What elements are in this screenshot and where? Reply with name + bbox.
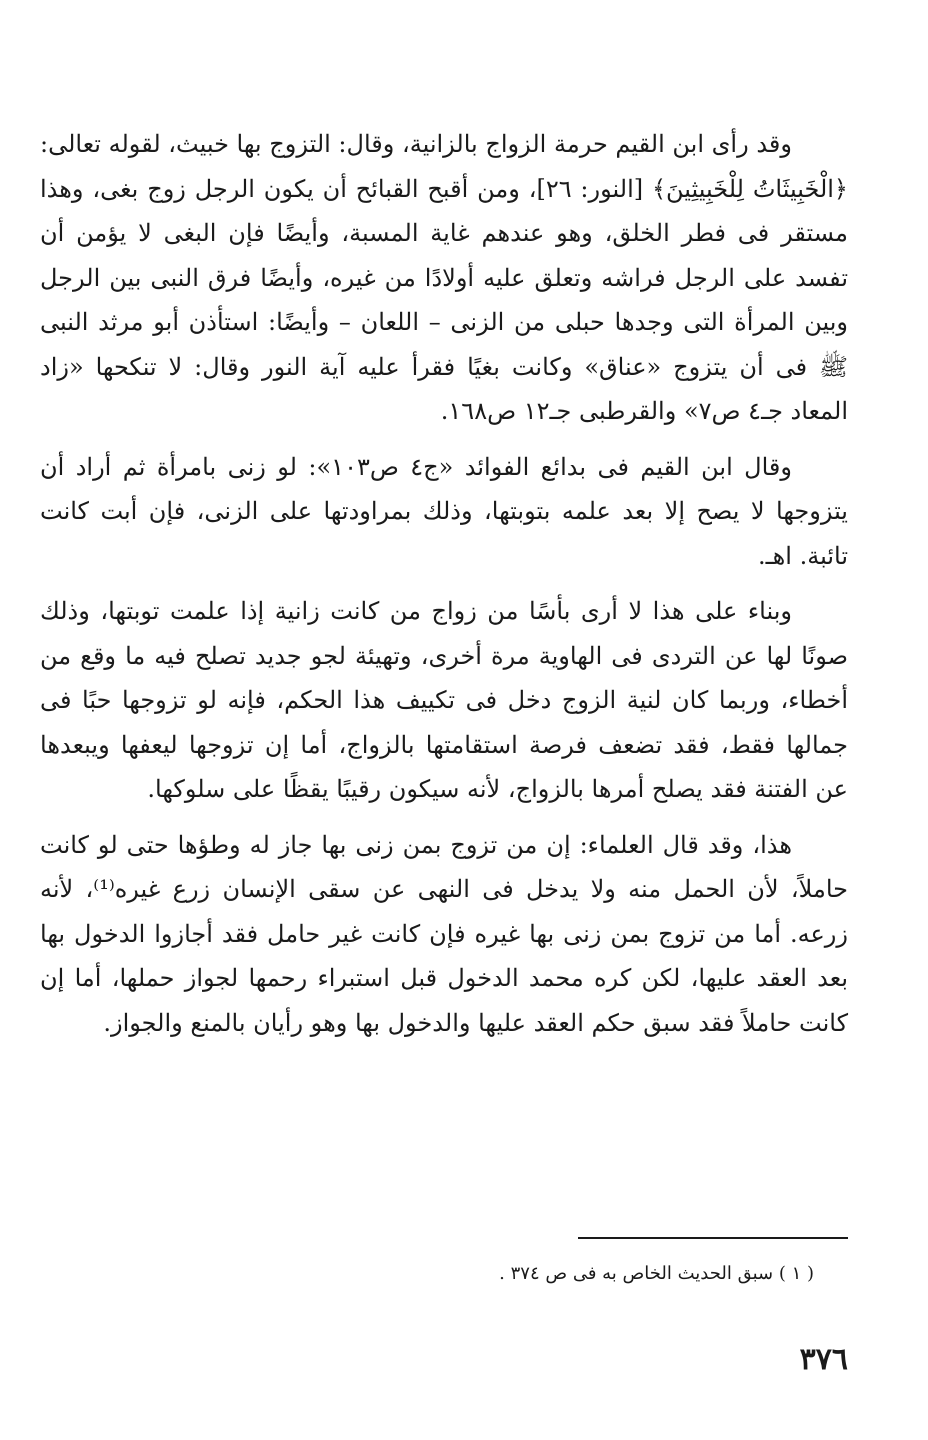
paragraph-1: وقد رأى ابن القيم حرمة الزواج بالزانية، وقال: التزوج بها خبيث، لقوله تعالى: ﴿الْخَبِيثَاتُ لِلْخَبِيثِينَ﴾ [النور: ٢٦]، ومن أقبح القبائح أن يكون الرجل زوج بغى، وهذا مستقر فى فطر الخلق، وهو عندهم غاية المسبة، وأيضًا فإن البغى لا يؤمن أن تفسد على الرجل فراشه وتعلق عليه أولادًا من غيره، وأيضًا فرق النبى بين الرجل وبين المرأة التى وجدها حبلى من الزنى – اللعان – وأيضًا: استأذن أبو مرثد النبى ﷺ فى أن يتزوج «عناق» وكانت بغيًا فقرأ عليه آية النور وقال: لا تنكحها «زاد المعاد جـ٤ ص٧» والقرطبى جـ١٢ ص١٦٨. bbox=[40, 130, 848, 425]
paragraph-2: وقال ابن القيم فى بدائع الفوائد «ج٤ ص١٠٣»: لو زنى بامرأة ثم أراد أن يتزوجها لا يصح إلا بعد علمه بتوبتها، وذلك بمراودتها على الزنى، فإن أبت كانت تائبة. اهـ. bbox=[40, 452, 848, 570]
footnote: ( ١ ) سبق الحديث الخاص به فى ص ٣٧٤ . bbox=[499, 1263, 814, 1284]
paragraph-3: وبناء على هذا لا أرى بأسًا من زواج من كانت زانية إذا علمت توبتها، وذلك صونًا لها عن التردى فى الهاوية مرة أخرى، وتهيئة لجو جديد تصلح فيه ما وقع من أخطاء، وربما كان لنية الزوج دخل فى تكييف هذا الحكم، فإنه لو تزوجها حبًا فى جمالها فقط، فقد تضعف فرصة استقامتها بالزواج، أما إن تزوجها ليعفها ويبعدها عن الفتنة فقد يصلح أمرها بالزواج، لأنه سيكون رقيبًا يقظًا على سلوكها. bbox=[40, 597, 849, 803]
footnote-divider bbox=[578, 1237, 848, 1239]
main-text bbox=[40, 122, 848, 1056]
paragraph-4: هذا، وقد قال العلماء: إن من تزوج بمن زنى بها جاز له وطؤها حتى لو كانت حاملاً، لأن الحمل منه ولا يدخل فى النهى عن سقى الإنسان زرع غيره⁽¹⁾، لأنه زرعه. أما من تزوج بمن زنى بها غيره فإن كانت غير حامل فقد أجازوا الدخول بها بعد العقد عليها، لكن كره محمد الدخول قبل استبراء رحمها لجواز حملها، أما إن كانت حاملاً فقد سبق حكم العقد عليها والدخول بها وهو رأيان بالمنع والجواز. bbox=[40, 830, 848, 1037]
page-number: ٣٧٦ bbox=[799, 1342, 848, 1377]
